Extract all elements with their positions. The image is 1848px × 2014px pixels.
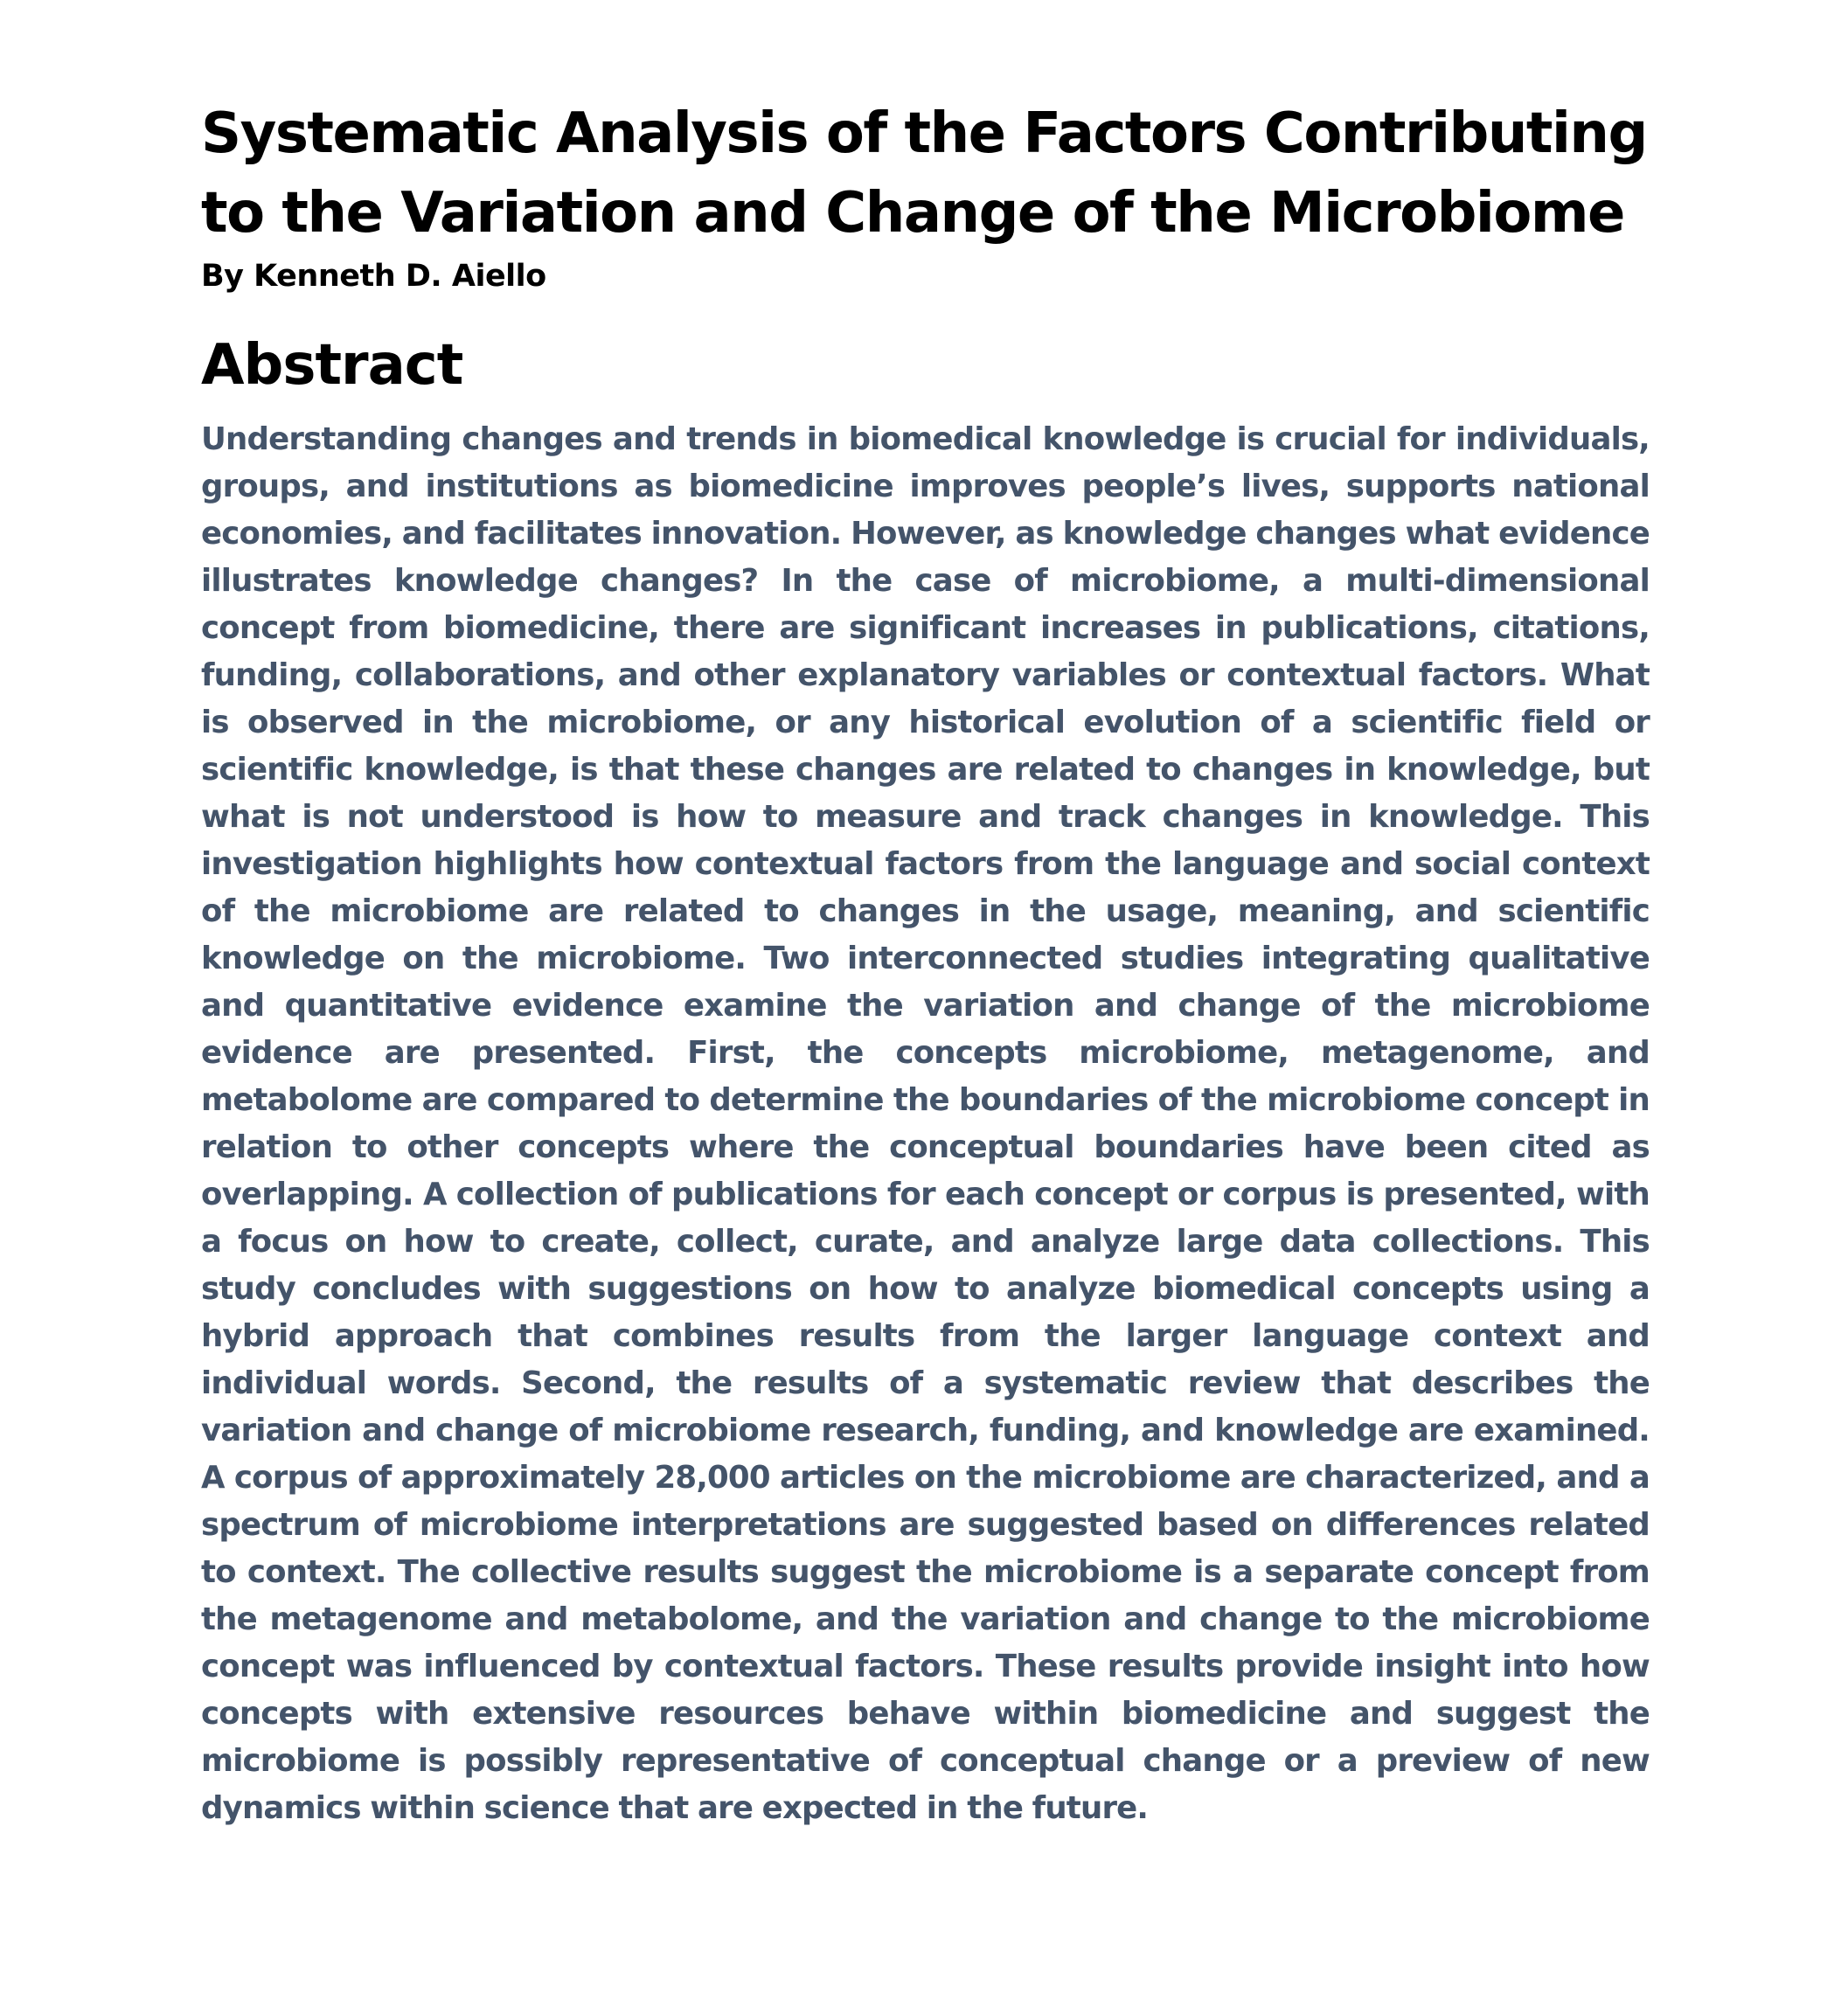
document-content: [201, 94, 1650, 1832]
document-title: Systematic Analysis of the Factors Contributing to the Variation and Change of the Microbiome: [201, 101, 1647, 246]
author-byline: By Kenneth D. Aiello: [201, 259, 546, 294]
abstract-heading: Abstract: [201, 333, 463, 398]
abstract-body: Understanding changes and trends in biomedical knowledge is crucial for individuals, groups, and institutions as biomedicine improves people’s lives, supports national economies, and facilitates innovation. However, as knowledge changes what evidence illustrates knowledge changes? In the case of microbiome, a multi-dimensional concept from biomedicine, there are significant increases in publications, citations, funding, collaborations, and other explanatory variables or contextual factors. What is observed in the microbiome, or any historical evolution of a scientific field or scientific knowledge, is that these changes are related to changes in knowledge, but what is not understood is how to measure and track changes in knowledge. This investigation highlights how contextual factors from the language and social context of the microbiome are related to changes in the usage, meaning, and scientific knowledge on the microbiome. Two interconnected studies integrating qualitative and quantitative evidence examine the variation and change of the microbiome evidence are presented. First, the concepts microbiome, metagenome, and metabolome are compared to determine the boundaries of the microbiome concept in relation to other concepts where the conceptual boundaries have been cited as overlapping. A collection of publications for each concept or corpus is presented, with a focus on how to create, collect, curate, and analyze large data collections. This study concludes with suggestions on how to analyze biomedical concepts using a hybrid approach that combines results from the larger language context and individual words. Second, the results of a systematic review that describes the variation and change of microbiome research, funding, and knowledge are examined. A corpus of approximately 28,000 articles on the microbiome are characterized, and a spectrum of microbiome interpretations are suggested based on differences related to context. The collective results suggest the microbiome is a separate concept from the metagenome and metabolome, and the variation and change to the microbiome concept was influenced by contextual factors. These results provide insight into how concepts with extensive resources behave within biomedicine and suggest the microbiome is possibly representative of conceptual change or a preview of new dynamics within science that are expected in the future.: [201, 421, 1650, 1826]
